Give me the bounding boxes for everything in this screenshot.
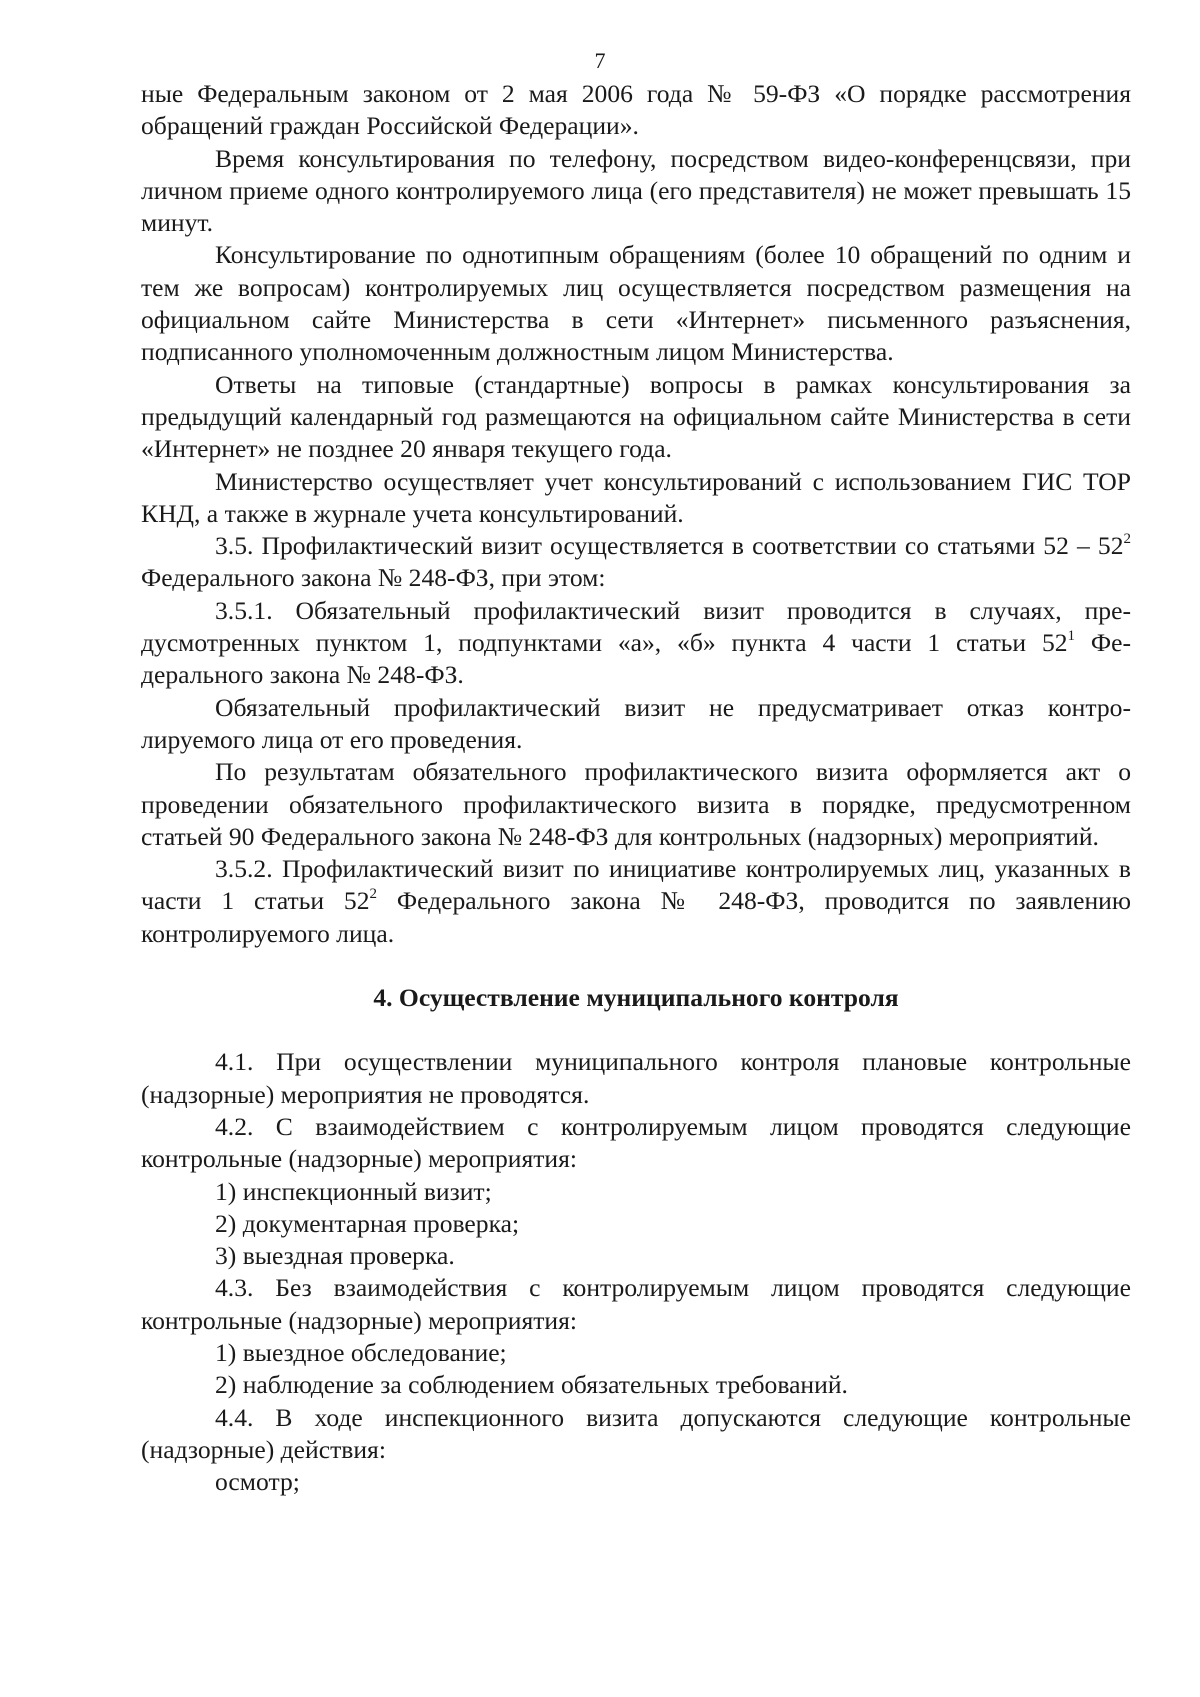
paragraph-4-3: 4.3. Без взаимодействия с контролируемым лицом проводятся следующие контрольные (надзорные) мероприятия: — [141, 1273, 1131, 1335]
paragraph-3-5-1-text-a: 3.5.1. Обязательный профилактический визит проводится в случаях, предусмотренных пунктом 1, подпунктами «а», «б» пункта 4 части 1 статьи 52 — [141, 595, 1131, 658]
section-heading: 4. Осуществление муниципального контроля — [373, 983, 899, 1013]
paragraph-3-5-2-text-b: Федерального закона № 248-ФЗ, проводится по заявлению контролируемого лица. — [141, 886, 1131, 948]
paragraph-3-5 — [141, 530, 1131, 595]
paragraph-3-5-text-a: 3.5. Профилактический визит осуществляется в соответствии со статьями 52 – 52 — [215, 531, 1124, 561]
paragraph-3-5-1 — [141, 595, 1131, 692]
paragraph-consultation-records: Министерство осуществляет учет консультирований с использованием ГИС ТОР КНД, а также в журнале учета консультирований. — [141, 466, 1131, 528]
paragraph-continuation: ные Федеральным законом от 2 мая 2006 года № 59-ФЗ «О порядке рассмотрения обращений граждан Российской Федерации». — [141, 79, 1131, 141]
document-body — [141, 78, 1131, 1498]
paragraph-3-5-2 — [141, 853, 1131, 950]
superscript: 1 — [1067, 628, 1076, 645]
paragraph-4-2: 4.2. С взаимодействием с контролируемым лицом проводятся следующие контрольные (надзорные) мероприятия: — [141, 1111, 1131, 1174]
superscript: 2 — [1123, 531, 1131, 548]
paragraph-typical-answers: Ответы на типовые (стандартные) вопросы в рамках консультирования за предыдущий календарный год размещаются на официальном сайте Министерства в сети «Интернет» не позднее 20 января текущего года. — [141, 369, 1131, 464]
list-item: осмотр; — [215, 1467, 300, 1497]
paragraph-similar-requests: Консультирование по однотипным обращениям (более 10 обращений по одним и тем же вопросам) контролируемых лиц осуществляется посредством размещения на официальном сайте Министерства в сети «Интернет» письменного разъяснения, подписанного уполномоченным должностным лицом Министерства. — [141, 240, 1131, 367]
list-item: 1) инспекционный визит; — [215, 1176, 492, 1206]
paragraph-4-1: 4.1. При осуществлении муниципального контроля плановые контрольные (надзорные) мероприятия не проводятся. — [141, 1047, 1131, 1109]
paragraph-3-5-1-text-b: Федерального закона № 248-ФЗ. — [141, 628, 1131, 690]
list-item: 1) выездное обследование; — [215, 1337, 507, 1367]
superscript: 2 — [369, 886, 378, 903]
paragraph-4-4: 4.4. В ходе инспекционного визита допускаются следующие контрольные (надзорные) действия: — [141, 1402, 1131, 1464]
list-item: 2) документарная проверка; — [215, 1208, 520, 1238]
paragraph-consultation-time: Время консультирования по телефону, посредством видео-конференцсвязи, при личном приеме одного контролируемого лица (его представителя) не может превышать 15 минут. — [141, 143, 1131, 238]
list-item: 2) наблюдение за соблюдением обязательных требований. — [215, 1370, 848, 1400]
list-item: 3) выездная проверка. — [215, 1241, 455, 1271]
paragraph-mandatory-visit: Обязательный профилактический визит не предусматривает отказ контролируемого лица от его проведения. — [141, 692, 1131, 754]
paragraph-3-5-text-b: Федерального закона № 248-ФЗ, при этом: — [141, 563, 606, 593]
paragraph-visit-results: По результатам обязательного профилактического визита оформляется акт о проведении обязательного профилактического визита в порядке, предусмотренном статьей 90 Федерального закона № 248-ФЗ для контрольных (надзорных) мероприятий. — [141, 757, 1131, 851]
page-number: 7 — [594, 48, 606, 73]
paragraph-3-5-2-text-a: 3.5.2. Профилактический визит по инициативе контролируемых лиц, указанных в части 1 статьи 52 — [141, 854, 1131, 916]
